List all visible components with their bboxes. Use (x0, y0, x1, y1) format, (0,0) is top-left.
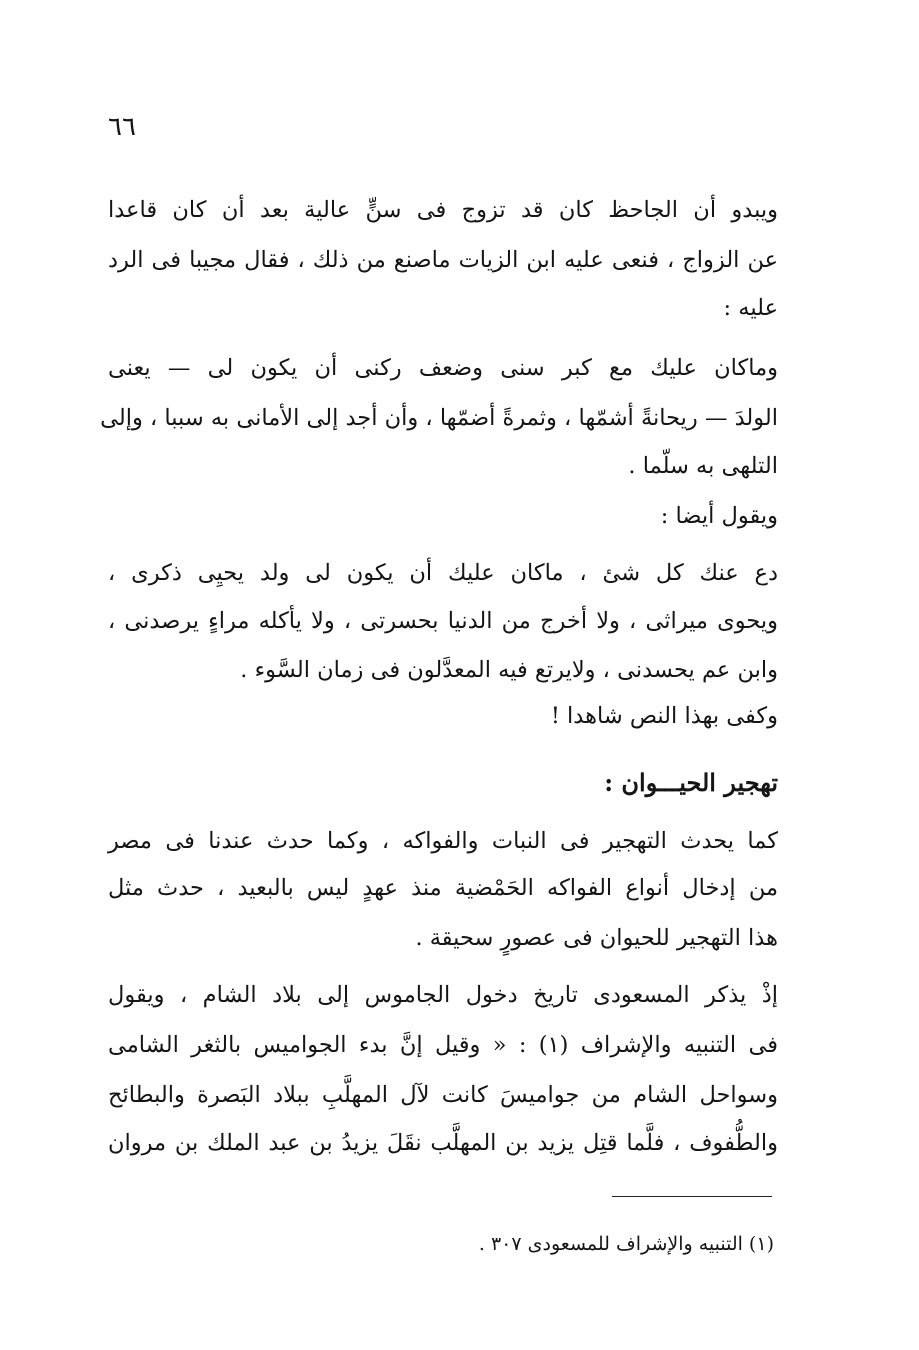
text-line: هذا التهجير للحيوان فى عصورٍ سحيقة . (415, 925, 778, 951)
page-number: ٦٦ (108, 112, 136, 142)
quote-line: ويحوى ميراثى ، ولا أخرج من الدنيا بحسرتى ، ولا يأكله مراءٍ يرصدنى ، (108, 608, 778, 634)
text-line: والطُّفوف ، فلَّما قتِل يزيد بن المهلَّب نقَلَ يزيدُ بن عبد الملك بن مروان (108, 1130, 778, 1156)
quote-line: الولدَ — ريحانةً أشمّها ، وثمرةً أضمّها ، وأن أجد إلى الأمانى به سببا ، وإلى (100, 405, 778, 431)
quote-line: وماكان عليك مع كبر سنى وضعف ركنى أن يكون لى — يعنى (108, 355, 778, 381)
text-line: وسواحل الشام من جواميسَ كانت لآل المهلَّبِ ببلاد البَصرة والبطائح (108, 1082, 778, 1108)
text-line: ويقول أيضا : (660, 503, 778, 529)
footnote: (١) التنبيه والإشراف للمسعودى ٣٠٧ . (478, 1233, 774, 1255)
section-heading: تهجير الحيـــوان : (604, 768, 778, 797)
text-line: عن الزواج ، فنعى عليه ابن الزيات ماصنع من ذلك ، فقال مجيبا فى الرد (108, 247, 778, 273)
text-line: من إدخال أنواع الفواكه الحَمْضية منذ عهدٍ ليس بالبعيد ، حدث مثل (108, 875, 778, 901)
quote-line: التلهى به سلّما . (628, 453, 778, 479)
text-line: إذْ يذكر المسعودى تاريخ دخول الجاموس إلى بلاد الشام ، ويقول (108, 982, 778, 1008)
quote-line: دع عنك كل شئ ، ماكان عليك أن يكون لى ولد يحيِى ذكرى ، (108, 560, 778, 586)
text-line: وكفى بهذا النص شاهدا ! (550, 703, 778, 729)
text-line: عليه : (723, 295, 778, 321)
text-line: فى التنبيه والإشراف (١) : « وقيل إنَّ بدء الجواميس بالثغر الشامى (108, 1032, 778, 1058)
footnote-divider (612, 1196, 772, 1197)
quote-line: وابن عم يحسدنى ، ولايرتع فيه المعدَّلون فى زمان السَّوء . (240, 657, 778, 683)
text-line: كما يحدث التهجير فى النبات والفواكه ، وكما حدث عندنا فى مصر (108, 828, 778, 854)
text-line: ويبدو أن الجاحظ كان قد تزوج فى سنٍّ عالية بعد أن كان قاعدا (108, 197, 778, 223)
